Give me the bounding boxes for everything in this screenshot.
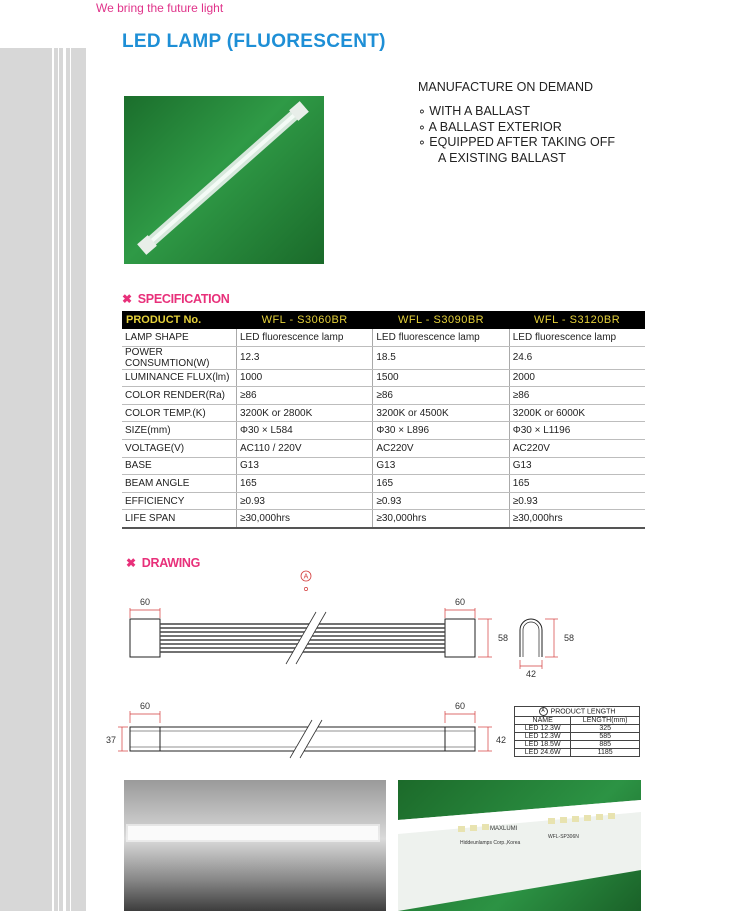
spec-cell: 2000 <box>509 369 645 387</box>
spec-cell: ≥86 <box>373 387 509 405</box>
spec-cell: G13 <box>237 457 373 475</box>
spec-row <box>122 422 645 440</box>
manufacture-item-continuation: A EXISTING BALLAST <box>438 151 566 165</box>
spec-row <box>122 492 645 510</box>
spec-cell: ≥86 <box>237 387 373 405</box>
spec-cell: G13 <box>509 457 645 475</box>
manufacture-item: ∘ WITH A BALLAST <box>418 104 531 118</box>
product-length-table <box>514 706 640 757</box>
product-length-cell: 1185 <box>571 749 640 757</box>
product-length-title-cell <box>515 707 640 717</box>
spec-header-cell: WFL - S3120BR <box>509 311 645 329</box>
installation-photo <box>124 780 386 911</box>
spec-row <box>122 369 645 387</box>
side-decor-panel <box>0 48 86 911</box>
spec-cell: G13 <box>373 457 509 475</box>
manufacture-item: ∘ EQUIPPED AFTER TAKING OFF <box>418 135 615 149</box>
spec-cell: ≥0.93 <box>237 492 373 510</box>
tube-end-profile <box>520 619 574 679</box>
spec-cell: ≥30,000hrs <box>509 510 645 528</box>
spec-row <box>122 457 645 475</box>
dim-label: 60 <box>139 701 151 711</box>
spec-header-row <box>122 311 645 329</box>
spec-cell: ≥30,000hrs <box>237 510 373 528</box>
product-length-cell: LED 24.6W <box>515 749 571 757</box>
spec-cell: 165 <box>237 475 373 493</box>
spec-row <box>122 439 645 457</box>
spec-cell: ≥86 <box>509 387 645 405</box>
spec-row-label: POWER CONSUMTION(W) <box>122 346 237 369</box>
spec-cell: ≥30,000hrs <box>373 510 509 528</box>
spec-cell: 165 <box>373 475 509 493</box>
product-length-title: PRODUCT LENGTH <box>550 708 616 716</box>
spec-cell: Φ30 × L1196 <box>509 422 645 440</box>
spec-cell: Φ30 × L584 <box>237 422 373 440</box>
spec-cell: ≥0.93 <box>509 492 645 510</box>
product-length-row <box>515 741 640 749</box>
dim-label: 60 <box>454 701 466 711</box>
spec-row <box>122 510 645 528</box>
dim-label: 42 <box>496 735 507 745</box>
spec-row <box>122 387 645 405</box>
spec-row-label: EFFICIENCY <box>122 492 237 510</box>
product-length-row <box>515 725 640 733</box>
page-title: LED LAMP (FLUORESCENT) <box>122 31 386 52</box>
spec-row-label: LAMP SHAPE <box>122 329 237 346</box>
photo-maker-text: Hiddeunlamps Corp.,Korea <box>460 840 521 846</box>
manufacture-heading: MANUFACTURE ON DEMAND <box>418 80 594 94</box>
spec-row-label: LIFE SPAN <box>122 510 237 528</box>
spec-cell: 165 <box>509 475 645 493</box>
cross-mark-icon: ✖ <box>122 292 132 306</box>
spec-cell: LED fluorescence lamp <box>237 329 373 346</box>
spec-row <box>122 404 645 422</box>
product-length-cell: 885 <box>571 741 640 749</box>
spec-cell: LED fluorescence lamp <box>509 329 645 346</box>
product-length-row <box>515 749 640 757</box>
photo-brand-text: MAXLUMI <box>490 826 518 832</box>
spec-row-label: SIZE(mm) <box>122 422 237 440</box>
product-photo <box>124 96 324 264</box>
tube-label-image <box>398 780 641 911</box>
dim-label: 60 <box>139 597 151 607</box>
label-closeup-photo <box>398 780 641 911</box>
spec-cell: ≥0.93 <box>373 492 509 510</box>
spec-cell: 1500 <box>373 369 509 387</box>
spec-header-cell: WFL - S3060BR <box>237 311 373 329</box>
ceiling-lamp-image <box>124 780 386 911</box>
product-length-cell: LED 18.5W <box>515 741 571 749</box>
spec-row <box>122 329 645 346</box>
spec-header-cell: WFL - S3090BR <box>373 311 509 329</box>
spec-row-label: COLOR RENDER(Ra) <box>122 387 237 405</box>
product-length-header: LENGTH(mm) <box>571 717 640 725</box>
spec-row <box>122 346 645 369</box>
cross-mark-icon: ✖ <box>126 556 136 570</box>
spec-header-cell: PRODUCT No. <box>122 311 237 329</box>
marker-a-icon: A <box>539 707 548 716</box>
product-length-cell: 585 <box>571 733 640 741</box>
dim-label: 42 <box>525 669 537 679</box>
led-tube-image <box>124 96 324 264</box>
product-length-cell: LED 12.3W <box>515 733 571 741</box>
spec-cell: AC220V <box>373 439 509 457</box>
specification-table <box>122 311 645 529</box>
dim-label: 60 <box>454 597 466 607</box>
drawing-title: DRAWING <box>141 556 201 570</box>
product-length-header: NAME <box>515 717 571 725</box>
tube-side-view <box>130 720 475 758</box>
spec-row-label: COLOR TEMP.(K) <box>122 404 237 422</box>
spec-row <box>122 475 645 493</box>
drawing-marker-label: A <box>303 573 309 581</box>
spec-row-label: BASE <box>122 457 237 475</box>
spec-cell: 3200K or 6000K <box>509 404 645 422</box>
spec-cell: 3200K or 2800K <box>237 404 373 422</box>
spec-row-label: VOLTAGE(V) <box>122 439 237 457</box>
spec-row-label: LUMINANCE FLUX(lm) <box>122 369 237 387</box>
dim-label: 58 <box>498 633 509 643</box>
product-length-cell: LED 12.3W <box>515 725 571 733</box>
product-length-row <box>515 733 640 741</box>
spec-cell: Φ30 × L896 <box>373 422 509 440</box>
specification-title: SPECIFICATION <box>137 292 230 306</box>
spec-cell: 3200K or 4500K <box>373 404 509 422</box>
spec-cell: 18.5 <box>373 346 509 369</box>
spec-cell: 1000 <box>237 369 373 387</box>
manufacture-item: ∘ A BALLAST EXTERIOR <box>418 120 562 134</box>
spec-cell: 24.6 <box>509 346 645 369</box>
spec-row-label: BEAM ANGLE <box>122 475 237 493</box>
specification-heading <box>122 292 229 306</box>
photo-model-text: WFL-SP306N <box>548 834 579 840</box>
spec-cell: 12.3 <box>237 346 373 369</box>
tube-front-view <box>130 612 475 664</box>
product-length-cell: 325 <box>571 725 640 733</box>
spec-cell: AC110 / 220V <box>237 439 373 457</box>
spec-cell: AC220V <box>509 439 645 457</box>
dim-label: 58 <box>564 633 575 643</box>
spec-cell: LED fluorescence lamp <box>373 329 509 346</box>
tagline: We bring the future light <box>96 1 224 15</box>
dim-label: 37 <box>106 735 117 745</box>
